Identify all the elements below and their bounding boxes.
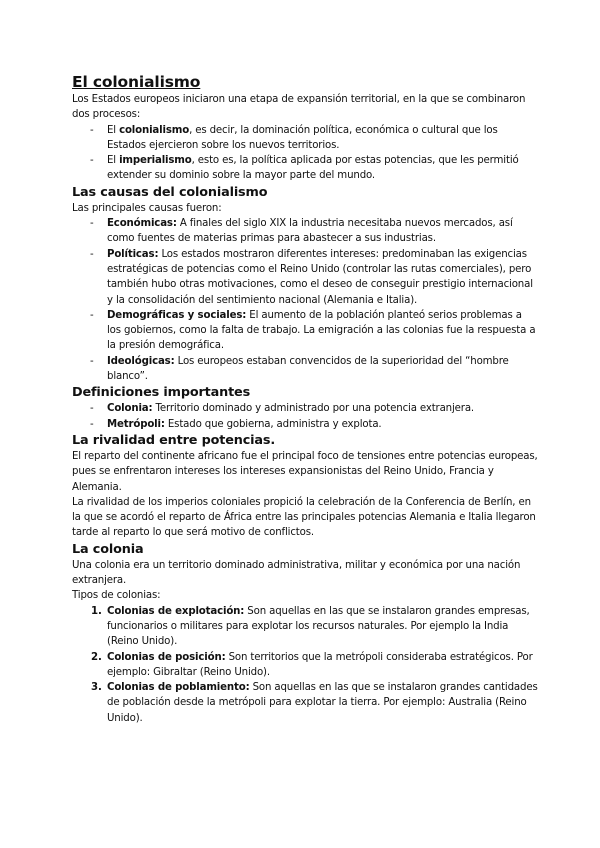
- page-title: El colonialismo: [72, 73, 201, 91]
- list-item: 2. Colonias de posición: Son territorios que la metrópoli consideraba estratégicos. Por ejemplo: Gibraltar (Reino Unido).: [91, 651, 533, 678]
- colony-paragraph: Una colonia era un territorio dominado administrativa, militar y económica por una nación extranjera.: [72, 559, 521, 587]
- term-bold: Demográficas y sociales:: [107, 309, 247, 321]
- list-item: - Políticas: Los estados mostraron diferentes intereses: predominaban las exigencias estratégicas de potencias como el Reino Unido (controlar las rutas comerciales), pero también hubo otras motivaciones, como el deseo de conseguir prestigio internacional y la consolidación del sentimiento nacional (Alemania e Italia).: [72, 247, 538, 308]
- causes-heading: Las causas del colonialismo: [72, 184, 268, 200]
- term-bold: Políticas:: [107, 248, 159, 260]
- item-number: 1.: [91, 605, 102, 617]
- term-bold: Ideológicas:: [107, 355, 175, 367]
- item-number: 2.: [91, 651, 102, 663]
- term-bold: imperialismo: [119, 155, 192, 167]
- term-bold: Colonias de poblamiento:: [107, 682, 250, 694]
- list-item: - El colonialismo, es decir, la dominación política, económica o cultural que los Estados ejercieron sobre los nuevos territorios.: [72, 123, 538, 154]
- term-bold: colonialismo: [119, 124, 190, 136]
- colony-types-label: Tipos de colonias:: [72, 590, 161, 602]
- list-item: 1. Colonias de explotación: Son aquellas en las que se instalaron grandes empresas, funcionarios o militares para explotar los recursos naturales. Por ejemplo la India (Reino Unido).: [91, 605, 530, 648]
- causes-intro: Las principales causas fueron:: [72, 202, 222, 214]
- rivalry-heading: La rivalidad entre potencias.: [72, 432, 276, 448]
- term-bold: Colonias de explotación:: [107, 605, 245, 617]
- definitions-list: [72, 401, 538, 432]
- rivalry-paragraph-2: La rivalidad de los imperios coloniales propició la celebración de la Conferencia de Berlín, en la que se acordó el reparto de África entre las principales potencias Alemania e Italia llegaron tarde al reparto lo que será motivo de conflictos.: [72, 496, 536, 539]
- list-item: - Colonia: Territorio dominado y administrado por una potencia extranjera.: [72, 401, 538, 416]
- list-item: - Económicas: A finales del siglo XIX la industria necesitaba nuevos mercados, así como fuentes de materias primas para abastecer a sus industrias.: [72, 216, 538, 247]
- causes-list: [72, 216, 538, 384]
- colony-types-list: [72, 604, 538, 726]
- intro-paragraph: Los Estados europeos iniciaron una etapa de expansión territorial, en la que se combinaron dos procesos:: [72, 94, 526, 121]
- term-bold: Económicas:: [107, 218, 177, 230]
- term-bold: Metrópoli:: [107, 418, 165, 430]
- list-item: - Demográficas y sociales: El aumento de la población planteó serios problemas a los gobiernos, como la falta de trabajo. La emigración a las colonias fue la respuesta a la presión demográfica.: [72, 308, 538, 354]
- intro-list: [72, 123, 538, 184]
- list-item: - Metrópoli: Estado que gobierna, administra y explota.: [72, 417, 538, 432]
- term-bold: Colonia:: [107, 403, 153, 415]
- rivalry-paragraph-1: El reparto del continente africano fue el principal foco de tensiones entre potencias europeas, pues se enfrentaron intereses los intereses expansionistas del Reino Unido, Francia y Alemania.: [72, 450, 538, 493]
- item-number: 3.: [91, 682, 102, 694]
- term-bold: Colonias de posición:: [107, 651, 226, 663]
- definitions-heading: Definiciones importantes: [72, 385, 251, 401]
- list-item: - El imperialismo, esto es, la política aplicada por estas potencias, que les permitió extender su dominio sobre la mayor parte del mundo.: [72, 153, 538, 184]
- list-item: 3. Colonias de poblamiento: Son aquellas en las que se instalaron grandes cantidades de población desde la metrópoli para explotar la tierra. Por ejemplo: Australia (Reino Unido).: [91, 682, 538, 724]
- document-page: [72, 72, 538, 726]
- list-item: - Ideológicas: Los europeos estaban convencidos de la superioridad del “hombre blanco”.: [72, 354, 538, 385]
- colony-heading: La colonia: [72, 541, 144, 557]
